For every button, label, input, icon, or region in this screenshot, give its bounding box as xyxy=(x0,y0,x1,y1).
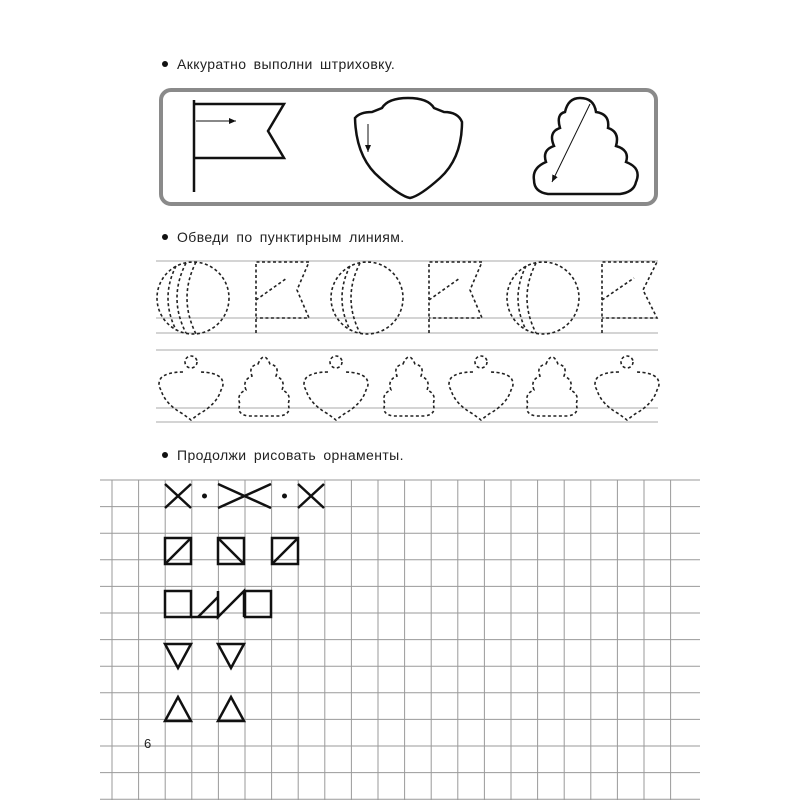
dashed-tree-3 xyxy=(527,357,577,416)
page-number: 6 xyxy=(144,736,152,751)
dashed-pendant-1 xyxy=(159,356,223,420)
shield-shape xyxy=(355,98,462,198)
ornament-grid xyxy=(100,480,700,800)
task-trace-instruction xyxy=(162,229,405,245)
dashed-pendant-2 xyxy=(304,356,368,420)
dashed-ball-2 xyxy=(331,262,403,334)
dashed-tree-1 xyxy=(239,357,289,416)
bullet-icon xyxy=(162,452,168,458)
ornament-row-up-triangles xyxy=(165,697,244,721)
trace-row-2-rules xyxy=(156,350,658,422)
dashed-flag-3 xyxy=(602,262,657,333)
task-ornaments-text: Продолжи рисовать орнаменты. xyxy=(177,447,404,463)
flag-shape xyxy=(194,100,284,192)
trace-row-1 xyxy=(157,262,657,334)
trace-row-2 xyxy=(159,356,659,420)
trace-row-1-rules xyxy=(156,261,658,333)
dashed-pendant-3 xyxy=(449,356,513,420)
ornament-row-down-triangles xyxy=(165,644,244,668)
bullet-icon xyxy=(162,234,168,240)
dashed-pendant-4 xyxy=(595,356,659,420)
dashed-tree-2 xyxy=(384,357,434,416)
dashed-ball-1 xyxy=(157,262,229,334)
dashed-flag-1 xyxy=(256,262,309,333)
hatching-frame xyxy=(161,90,656,204)
dashed-flag-2 xyxy=(429,262,482,333)
tree-shape xyxy=(534,98,638,194)
task-hatching-text: Аккуратно выполни штриховку. xyxy=(177,56,396,72)
task-ornaments-instruction xyxy=(162,447,404,463)
dashed-ball-3 xyxy=(507,262,579,334)
task-trace-text: Обведи по пунктирным линиям. xyxy=(177,229,405,245)
